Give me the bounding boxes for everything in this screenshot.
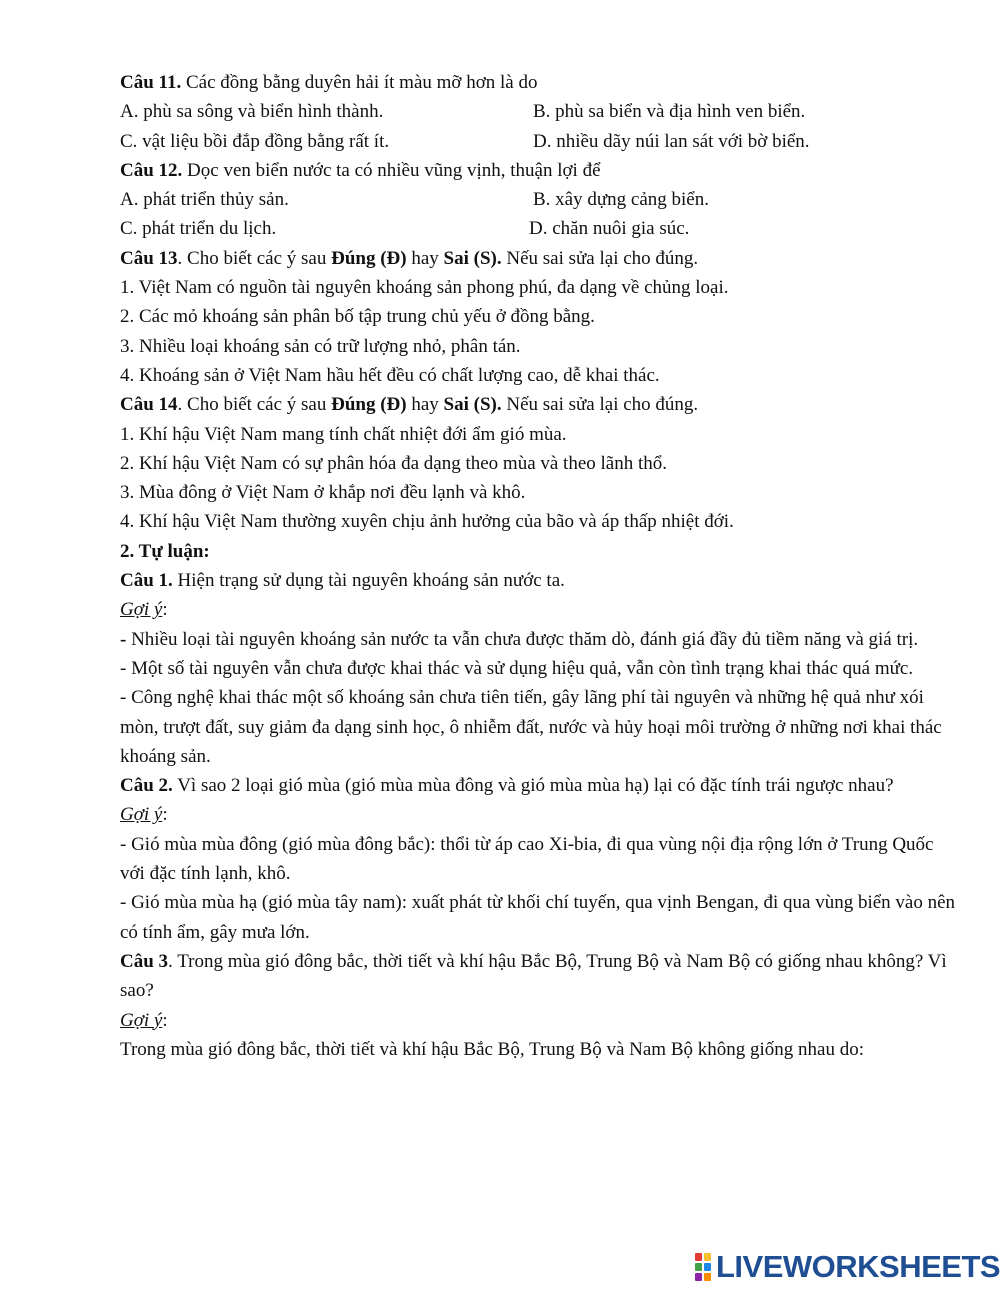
question-text: hay bbox=[406, 394, 444, 416]
statement-item: 3. Mùa đông ở Việt Nam ở khắp nơi đều lạnh và khô. bbox=[120, 482, 526, 504]
logo-mark-icon bbox=[694, 1252, 712, 1282]
hint-colon: : bbox=[162, 599, 168, 621]
option-c: C. vật liệu bồi đắp đồng bằng rất ít. bbox=[120, 130, 390, 152]
essay-question-2 bbox=[120, 771, 960, 800]
logo-mark-square bbox=[704, 1253, 711, 1261]
hint-colon: : bbox=[162, 1009, 168, 1031]
logo-mark-square bbox=[704, 1273, 711, 1281]
true-label: Đúng (Đ) bbox=[331, 394, 407, 416]
statement-item: 2. Các mỏ khoáng sản phân bố tập trung chủ yếu ở đồng bằng. bbox=[120, 306, 595, 328]
answer-text: Nhiều loại tài nguyên khoáng sản nước ta vẫn chưa được thăm dò, đánh giá đầy đủ tiềm năng và giá trị. bbox=[126, 628, 919, 650]
logo-mark-square bbox=[695, 1273, 702, 1281]
question-11 bbox=[120, 68, 960, 97]
option-b: B. xây dựng cảng biển. bbox=[533, 189, 709, 211]
statement-item: 4. Khoáng sản ở Việt Nam hầu hết đều có chất lượng cao, dễ khai thác. bbox=[120, 364, 660, 386]
essay-question-1 bbox=[120, 566, 960, 595]
options-row bbox=[120, 127, 960, 156]
options-row bbox=[120, 185, 960, 214]
answer-paragraph: - Công nghệ khai thác một số khoáng sản chưa tiên tiến, gây lãng phí tài nguyên và những hệ quả như xói mòn, trượt đất, suy giảm đa dạng sinh học, ô nhiễm đất, nước và hủy hoại môi trường ở những nơi khai thác khoáng sản. bbox=[120, 687, 942, 767]
statement-item: 3. Nhiều loại khoáng sản có trữ lượng nhỏ, phân tán. bbox=[120, 335, 521, 357]
question-label: Câu 2. bbox=[120, 775, 173, 797]
liveworksheets-logo bbox=[694, 1250, 1000, 1284]
option-b: B. phù sa biển và địa hình ven biển. bbox=[533, 101, 806, 123]
question-text: . Cho biết các ý sau bbox=[177, 394, 332, 416]
statement-item: 1. Khí hậu Việt Nam mang tính chất nhiệt đới ẩm gió mùa. bbox=[120, 423, 567, 445]
statement-item: 4. Khí hậu Việt Nam thường xuyên chịu ảnh hưởng của bão và áp thấp nhiệt đới. bbox=[120, 511, 734, 533]
hint-label: Gợi ý bbox=[120, 804, 163, 826]
statement-item: 2. Khí hậu Việt Nam có sự phân hóa đa dạng theo mùa và theo lãnh thổ. bbox=[120, 452, 668, 474]
question-label: Câu 1. bbox=[120, 570, 173, 592]
false-label: Sai (S). bbox=[443, 247, 502, 269]
question-text: Hiện trạng sử dụng tài nguyên khoáng sản nước ta. bbox=[172, 570, 565, 592]
question-label: Câu 14 bbox=[120, 394, 178, 416]
bullet-dash: - bbox=[120, 628, 127, 650]
question-label: Câu 12. bbox=[120, 159, 183, 181]
question-text: Nếu sai sửa lại cho đúng. bbox=[501, 394, 699, 416]
option-a: A. phát triển thủy sản. bbox=[120, 189, 289, 211]
logo-mark-square bbox=[704, 1263, 711, 1271]
hint-label: Gợi ý bbox=[120, 1009, 163, 1031]
hint-heading bbox=[120, 1006, 960, 1035]
logo-text: LIVEWORKSHEETS bbox=[716, 1249, 1000, 1284]
question-text: Dọc ven biển nước ta có nhiều vũng vịnh, thuận lợi để bbox=[182, 159, 601, 181]
option-d: D. nhiều dãy núi lan sát với bờ biển. bbox=[533, 130, 810, 152]
statement-item: 1. Việt Nam có nguồn tài nguyên khoáng sản phong phú, đa dạng về chủng loại. bbox=[120, 277, 729, 299]
hint-colon: : bbox=[162, 804, 168, 826]
answer-paragraph bbox=[120, 625, 960, 654]
question-text: Vì sao 2 loại gió mùa (gió mùa mùa đông và gió mùa mùa hạ) lại có đặc tính trái ngược nhau? bbox=[172, 775, 894, 797]
essay-question-3 bbox=[120, 947, 960, 1006]
hint-heading bbox=[120, 595, 960, 624]
question-label: Câu 13 bbox=[120, 247, 178, 269]
answer-paragraph: - Một số tài nguyên vẫn chưa được khai thác và sử dụng hiệu quả, vẫn còn tình trạng khai thác quá mức. bbox=[120, 657, 914, 679]
question-text: . Cho biết các ý sau bbox=[177, 247, 332, 269]
question-13 bbox=[120, 244, 960, 273]
worksheet-page bbox=[120, 68, 960, 1064]
question-14 bbox=[120, 390, 960, 419]
false-label: Sai (S). bbox=[443, 394, 502, 416]
question-label: Câu 3 bbox=[120, 950, 169, 972]
options-row bbox=[120, 97, 960, 126]
option-c: C. phát triển du lịch. bbox=[120, 218, 277, 240]
answer-paragraph: Trong mùa gió đông bắc, thời tiết và khí hậu Bắc Bộ, Trung Bộ và Nam Bộ không giống nhau do: bbox=[120, 1038, 864, 1060]
section-heading: 2. Tự luận: bbox=[120, 540, 210, 562]
logo-mark-square bbox=[695, 1253, 702, 1261]
question-12 bbox=[120, 156, 960, 185]
option-d: D. chăn nuôi gia súc. bbox=[529, 218, 690, 240]
question-label: Câu 11. bbox=[120, 72, 182, 93]
question-text: . Trong mùa gió đông bắc, thời tiết và khí hậu Bắc Bộ, Trung Bộ và Nam Bộ có giống nhau không? Vì sao? bbox=[120, 950, 947, 1002]
option-a: A. phù sa sông và biển hình thành. bbox=[120, 101, 384, 123]
question-text: Các đồng bằng duyên hải ít màu mỡ hơn là do bbox=[181, 72, 538, 93]
question-text: hay bbox=[406, 247, 444, 269]
logo-mark-square bbox=[695, 1263, 702, 1271]
answer-paragraph: - Gió mùa mùa đông (gió mùa đông bắc): thổi từ áp cao Xi-bia, đi qua vùng nội địa rộng lớn ở Trung Quốc với đặc tính lạnh, khô. bbox=[120, 833, 934, 885]
hint-label: Gợi ý bbox=[120, 599, 163, 621]
options-row bbox=[120, 214, 960, 243]
question-text: Nếu sai sửa lại cho đúng. bbox=[501, 247, 699, 269]
true-label: Đúng (Đ) bbox=[331, 247, 407, 269]
answer-paragraph: - Gió mùa mùa hạ (gió mùa tây nam): xuất phát từ khối chí tuyến, qua vịnh Bengan, đi qua vùng biển vào nên có tính ẩm, gây mưa lớn. bbox=[120, 892, 956, 943]
hint-heading bbox=[120, 800, 960, 829]
